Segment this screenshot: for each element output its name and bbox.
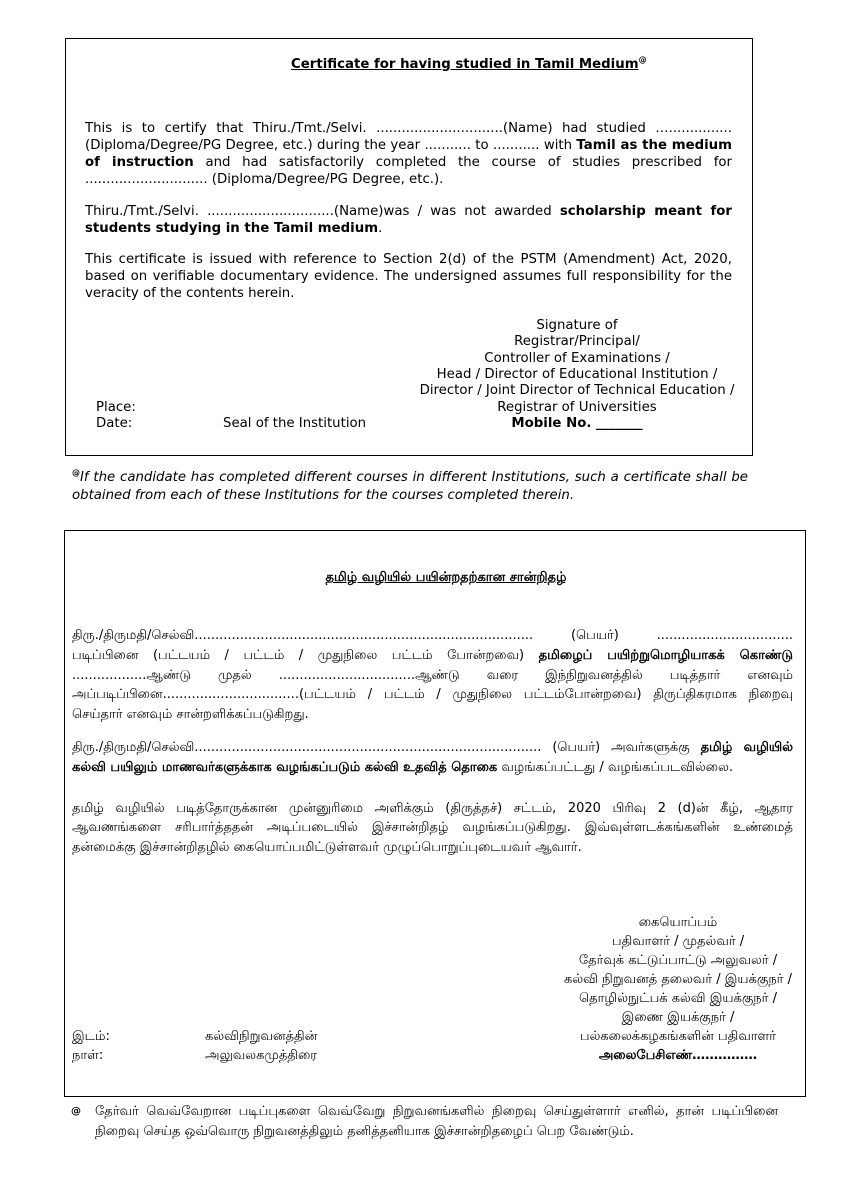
ta-seal-line: கல்விநிறுவனத்தின் xyxy=(205,1029,318,1044)
ta-scholarship-text-start: திரு./திருமதி/செல்வி.................................................................................... (பெயர்) அவர்களுக்கு xyxy=(72,739,701,755)
ta-paragraph-scholarship xyxy=(65,738,805,778)
ta-course-details-text-end: ..................ஆண்டு முதல் .................................ஆண்டு வரை இந்நிறுவனத்தில் படித்தார் எனவும் அப்படிப்பினை.................................(பட்டயம் / பட்டம் / முதுநிலை பட்டம்போன்றவை) திருப்திகரமாக நிறைவு செய்தார் எனவும் சான்றளிக்கப்படுகிறது. xyxy=(72,667,793,723)
tamil-footnote-text: தேர்வர் வெவ்வேறான படிப்புகளை வெவ்வேறு நிறுவனங்களில் நிறைவு செய்துள்ளார் எனில், தான் படிப்பினை நிறைவு செய்த ஒவ்வொரு நிறுவனத்திலும் தனித்தனியாக இச்சான்றிதழைப் பெற வேண்டும். xyxy=(95,1104,778,1139)
ta-signature-line: தொழில்நுட்பக் கல்வி இயக்குநர் / xyxy=(579,991,777,1006)
en-course-details-text-end: and had satisfactorily completed the course of studies prescribed for ............................. (Diploma/Degree/PG Degree, etc.). xyxy=(85,155,732,187)
english-certificate-box xyxy=(65,38,753,456)
ta-signature-line: தேர்வுக் கட்டுப்பாட்டு அலுவலர் / xyxy=(578,953,778,968)
ta-signature-line: பல்கலைக்கழகங்களின் பதிவாளர் xyxy=(579,1029,777,1044)
ta-scholarship-phrase: தமிழ் வழியில் கல்வி பயிலும் மாணவர்களுக்காக வழங்கப்படும் கல்வி உதவித் தொகை xyxy=(72,739,793,775)
ta-place-date-block xyxy=(72,1027,110,1065)
en-signature-line: Controller of Examinations / xyxy=(484,350,670,366)
en-place-label: Place: xyxy=(96,400,136,415)
ta-scholarship-text-end: வழங்கப்பட்டது / வழங்கப்படவில்லை. xyxy=(497,759,734,775)
ta-mobile-number-label: அலைபேசிஎண்…………… xyxy=(598,1048,758,1063)
en-scholarship-text-end: . xyxy=(378,221,383,236)
en-signature-line: Head / Director of Educational Institution / xyxy=(436,366,718,382)
en-signature-line: Registrar of Universities xyxy=(497,399,657,415)
en-paragraph-course-details xyxy=(66,120,752,188)
en-signature-line: Registrar/Principal/ xyxy=(514,334,640,350)
ta-course-details-text-start: திரு./திருமதி/செல்வி.................................................................................. (பெயர்) ................................. படிப்பினை (பட்டயம் / பட்டம் / முதுநிலை பட்டம் போன்றவை) xyxy=(72,628,793,663)
english-footnote xyxy=(72,469,748,505)
ta-signature-block xyxy=(564,913,792,1065)
ta-seal-line: அலுவலகமுத்திரை xyxy=(205,1048,317,1063)
ta-seal-label xyxy=(205,1027,317,1065)
ta-medium-of-instruction-phrase: தமிழைப் பயிற்றுமொழியாகக் கொண்டு xyxy=(538,647,794,663)
en-mobile-number-label: Mobile No. _______ xyxy=(511,415,643,431)
ta-signature-line: பதிவாளர் / முதல்வர் / xyxy=(611,934,745,949)
ta-signature-line: கல்வி நிறுவனத் தலைவர் / இயக்குநர் / xyxy=(564,972,792,987)
en-date-label: Date: xyxy=(96,416,133,432)
tamil-certificate-title xyxy=(65,568,805,588)
en-signature-line: Director / Joint Director of Technical Education / xyxy=(419,383,735,399)
tamil-footnote-mark: @ xyxy=(71,1106,81,1117)
ta-signature-line: இணை இயக்குநர் / xyxy=(621,1010,735,1025)
english-footnote-mark: @ xyxy=(72,468,80,478)
ta-date-label: நாள்: xyxy=(72,1048,104,1063)
title-footnote-mark: @ xyxy=(638,55,647,65)
ta-paragraph-legal-reference: தமிழ் வழியில் படித்தோருக்கான முன்னுரிமை அளிக்கும் (திருத்தச்) சட்டம், 2020 பிரிவு 2 (d)ன் கீழ், ஆதார ஆவணங்களை சரிபார்த்ததன் அடிப்படையில் இச்சான்றிதழ் வழங்கப்படுகிறது. இவ்வுள்ளடக்கங்களின் உண்மைத் தன்மைக்கு இச்சான்றிதழில் கையொப்பமிட்டுள்ளவர் முழுப்பொறுப்புடையவர் ஆவார். xyxy=(72,800,793,856)
en-place-date-block xyxy=(96,400,136,433)
en-scholarship-text-start: Thiru./Tmt./Selvi. ..............................(Name)was / was not awarded xyxy=(85,204,560,219)
english-certificate-title-text: Certificate for having studied in Tamil Medium xyxy=(291,57,639,72)
en-scholarship-phrase: scholarship meant for students studying in the Tamil medium xyxy=(85,204,732,236)
en-signature-block xyxy=(420,318,735,432)
en-seal-label: Seal of the Institution xyxy=(223,416,367,431)
en-signature-line: Signature of xyxy=(536,318,618,333)
en-paragraph-scholarship xyxy=(66,203,752,237)
en-course-details-text-start: This is to certify that Thiru./Tmt./Selvi. ..............................(Name) had studied …............... (Diploma/Degree/PG Degree, etc.) during the year ........... to ........... with xyxy=(85,121,732,153)
en-medium-of-instruction-phrase: Tamil as the medium of instruction xyxy=(85,138,733,170)
ta-paragraph-course-details xyxy=(65,626,805,725)
en-paragraph-legal-reference: This certificate is issued with reference to Section 2(d) of the PSTM (Amendment) Act, 2020, based on verifiable documentary evidence. The undersigned assumes full responsibility for the veracity of the contents herein. xyxy=(85,252,732,301)
english-certificate-title xyxy=(291,56,752,73)
tamil-certificate-title-text: தமிழ் வழியில் பயின்றதற்கான சான்றிதழ் xyxy=(325,570,567,585)
english-footnote-text: If the candidate has completed different courses in different Institutions, such a certificate shall be obtained from each of these Institutions for the courses completed therein. xyxy=(72,470,748,503)
ta-place-label: இடம்: xyxy=(72,1029,110,1044)
tamil-certificate-box xyxy=(64,530,806,1097)
ta-signature-line: கையொப்பம் xyxy=(638,915,718,930)
